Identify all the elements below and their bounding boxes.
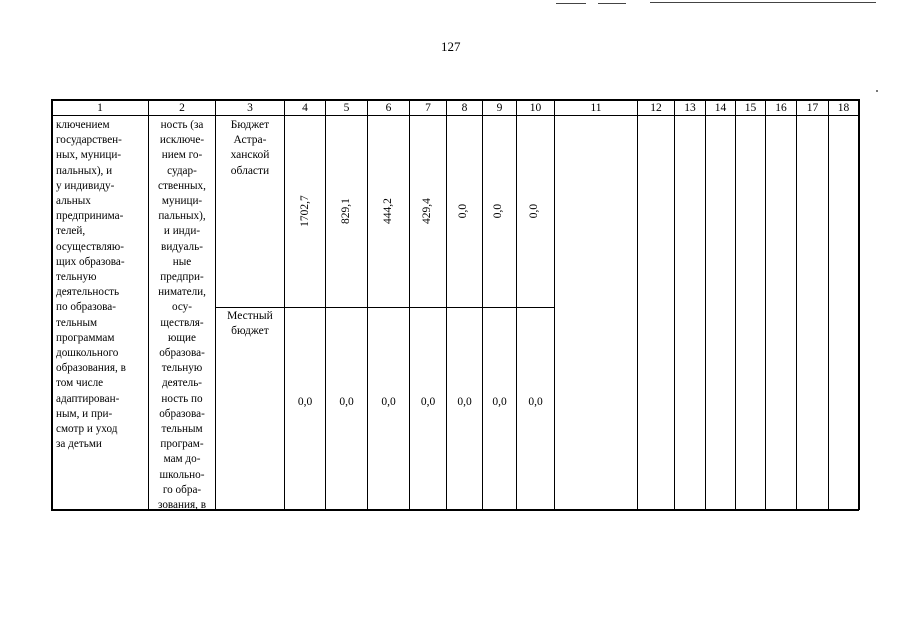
page-number: 127 — [441, 39, 461, 54]
column-border — [705, 99, 706, 510]
local-value: 0,0 — [528, 396, 543, 408]
local-value: 0,0 — [339, 396, 354, 408]
column-number: 5 — [343, 102, 350, 114]
regional-value: 0,0 — [528, 203, 540, 219]
column-border — [446, 99, 447, 510]
column-number: 12 — [650, 102, 662, 114]
local-value: 0,0 — [420, 396, 436, 408]
event-description-cell: ключением государствен- ных, муници- пальных), и у индивиду- альных предпринима- телей, осуществляю- щих образова- тельную деятельность по образова- тельным программам дошкольного образования, в том числе адаптирован- ным, и при- смотр и уход за детьми — [56, 119, 126, 451]
local-budget-label: Местный бюджет — [227, 310, 273, 338]
column-border — [637, 99, 638, 510]
column-number: 16 — [775, 102, 787, 114]
local-value: 0,0 — [492, 396, 507, 408]
regional-value: 0,0 — [492, 203, 504, 219]
scan-artifact — [876, 90, 878, 92]
column-number: 7 — [425, 102, 431, 114]
participants-cell: ность (за исключе- нием го- судар- ственных, муници- пальных), и инди- видуаль- ные предпри- ниматели, осу- ществля- ющие образова- тельную деятель- ность по образова- тельным програм- мам до- школьно- го обра- зования, в — [157, 119, 207, 512]
column-number: 8 — [461, 102, 468, 114]
header-bottom-border — [51, 115, 859, 116]
column-number: 6 — [385, 102, 392, 114]
row-separator — [215, 307, 554, 308]
column-border — [148, 99, 149, 510]
regional-value: 829,1 — [340, 198, 352, 224]
column-border — [482, 99, 483, 510]
column-number: 13 — [684, 102, 696, 114]
column-number: 18 — [837, 102, 850, 114]
column-number: 3 — [247, 102, 253, 114]
scan-artifact — [556, 3, 586, 4]
column-number: 1 — [97, 102, 103, 114]
column-number: 2 — [179, 102, 185, 114]
column-border — [796, 99, 797, 510]
local-value: 0,0 — [297, 396, 313, 408]
column-border — [409, 99, 410, 510]
column-number: 14 — [714, 102, 727, 114]
column-border — [284, 99, 285, 510]
column-number: 11 — [590, 102, 602, 114]
column-border — [828, 99, 829, 510]
scan-artifact — [598, 3, 626, 4]
column-border — [674, 99, 675, 510]
regional-value: 0,0 — [457, 203, 469, 219]
regional-budget-label: Бюджет Астра- ханской области — [230, 119, 270, 177]
column-number: 9 — [496, 102, 503, 114]
scan-artifact — [650, 2, 876, 3]
column-border — [735, 99, 736, 510]
column-number: 17 — [806, 102, 819, 114]
column-number: 4 — [302, 102, 308, 114]
column-border — [765, 99, 766, 510]
column-border — [516, 99, 517, 510]
column-border — [51, 99, 53, 510]
regional-value: 1702,7 — [299, 195, 311, 227]
local-value: 0,0 — [457, 396, 472, 408]
regional-value: 429,4 — [421, 198, 433, 224]
local-value: 0,0 — [381, 396, 396, 408]
column-border — [858, 99, 860, 510]
regional-value: 444,2 — [382, 198, 394, 224]
column-number: 15 — [744, 102, 757, 114]
column-number: 10 — [529, 102, 542, 114]
column-border — [367, 99, 368, 510]
column-border — [325, 99, 326, 510]
column-border — [554, 99, 555, 510]
